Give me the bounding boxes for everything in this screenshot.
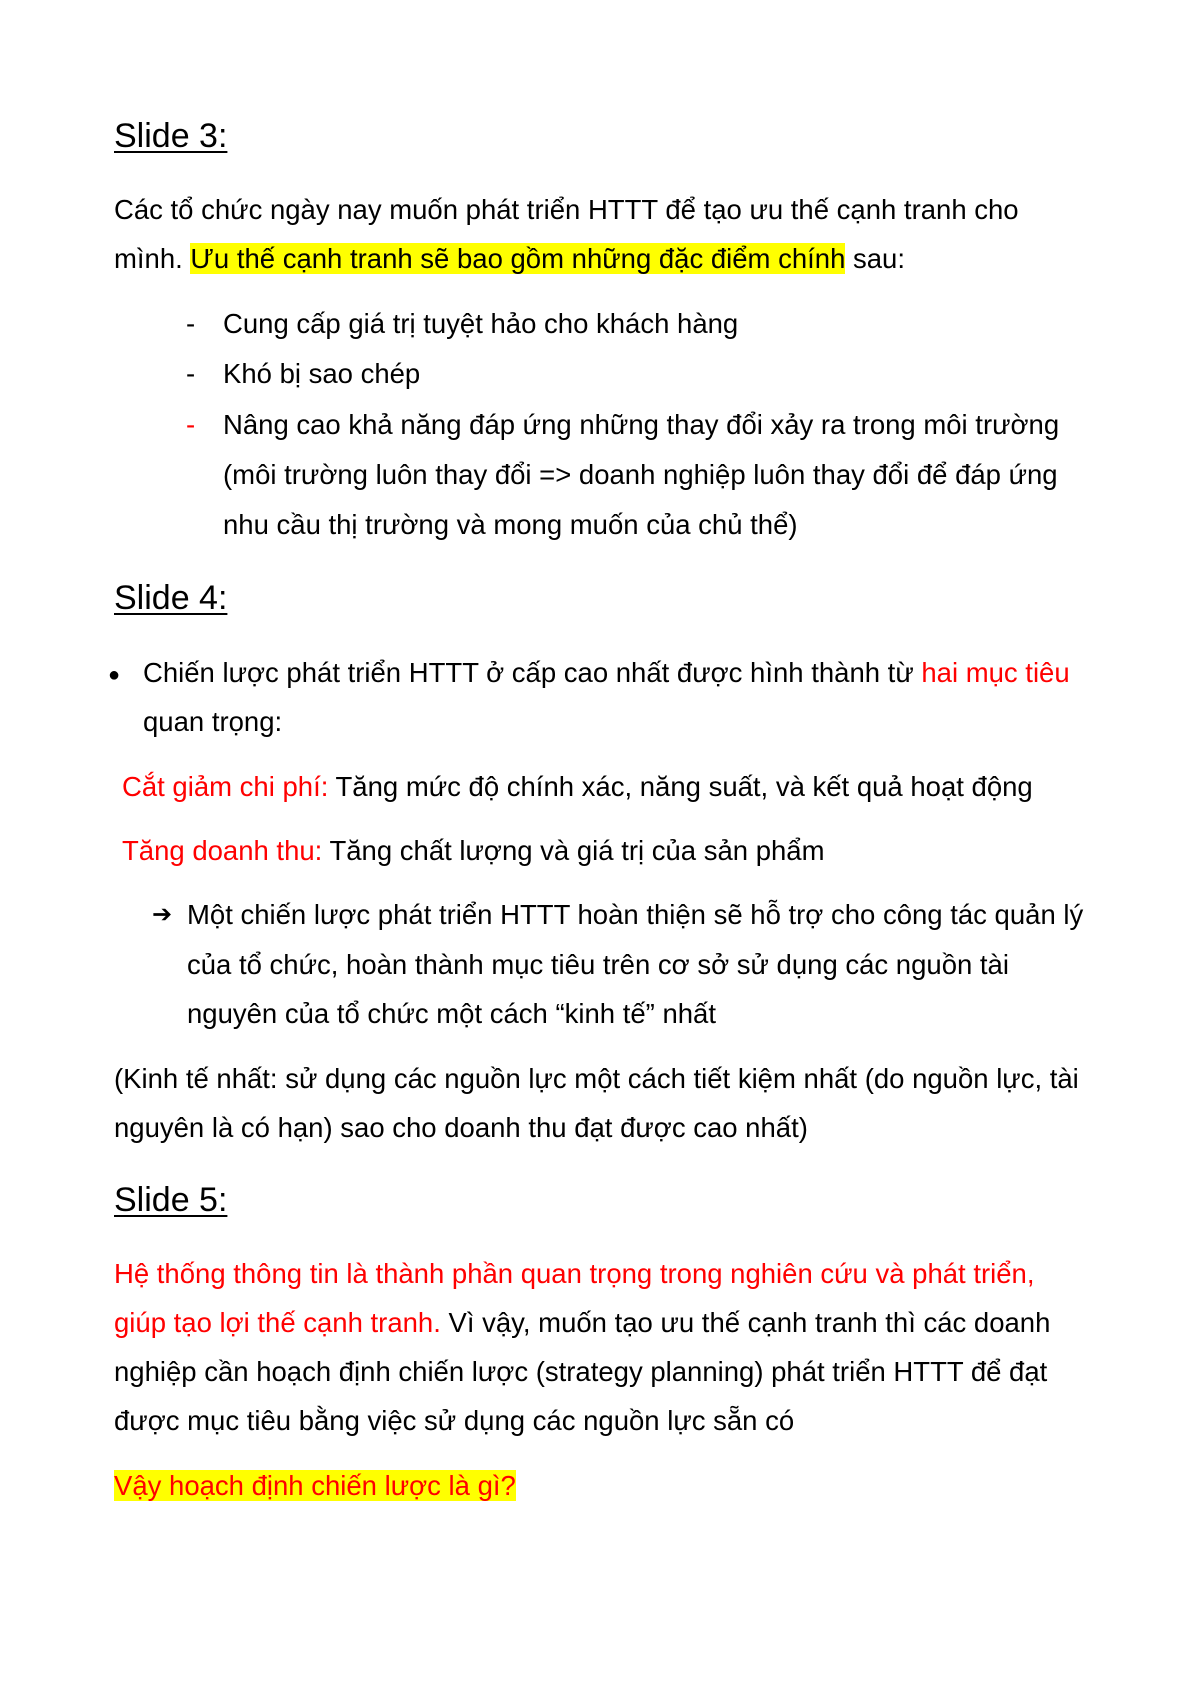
arrow-right-icon: ➔	[152, 901, 173, 928]
conclusion-line-2: của tổ chức, hoàn thành mục tiêu trên cơ sở sử dụng các nguồn tài	[187, 949, 1009, 980]
goal-text: Tăng chất lượng và giá trị của sản phẩm	[322, 835, 825, 866]
dash-marker-red: -	[186, 409, 196, 440]
bullet-line-1	[143, 656, 1070, 690]
red-emphasis: hai mục tiêu	[921, 657, 1070, 688]
goal-cost-reduction	[122, 770, 1033, 804]
goal-label: Tăng doanh thu:	[122, 835, 323, 866]
slide-5-line-4: được mục tiêu bằng việc sử dụng các nguồn lực sẵn có	[114, 1405, 795, 1436]
slide-3-paragraph-line-1: Các tổ chức ngày nay muốn phát triển HTTT để tạo ưu thế cạnh tranh cho	[114, 194, 1019, 225]
conclusion-line-3: nguyên của tổ chức một cách “kinh tế” nhất	[187, 998, 716, 1029]
list-item-continuation: (môi trường luôn thay đổi => doanh nghiệp luôn thay đổi để đáp ứng	[223, 459, 1058, 490]
dash-marker: -	[186, 308, 196, 339]
paragraph-text: mình.	[114, 243, 191, 274]
slide-5-question	[114, 1469, 516, 1503]
slide-3-heading: Slide 3:	[114, 117, 228, 155]
red-emphasis: giúp tạo lợi thế cạnh tranh.	[114, 1307, 441, 1338]
slide-4-heading: Slide 4:	[114, 579, 228, 617]
slide-5-line-1: Hệ thống thông tin là thành phần quan trọng trong nghiên cứu và phát triển,	[114, 1258, 1035, 1289]
list-item: Nâng cao khả năng đáp ứng những thay đổi xảy ra trong môi trường	[223, 409, 1060, 440]
dash-marker: -	[186, 358, 196, 389]
goal-text: Tăng mức độ chính xác, năng suất, và kết quả hoạt động	[328, 771, 1033, 802]
goal-revenue-increase	[122, 834, 825, 868]
slide-3-paragraph-line-2	[114, 242, 905, 276]
highlighted-text: Ưu thế cạnh tranh sẽ bao gồm những đặc điểm chính	[190, 243, 846, 274]
note-line-1: (Kinh tế nhất: sử dụng các nguồn lực một cách tiết kiệm nhất (do nguồn lực, tài	[114, 1063, 1079, 1094]
bullet-text: Chiến lược phát triển HTTT ở cấp cao nhất được hình thành từ	[143, 657, 922, 688]
list-item-continuation: nhu cầu thị trường và mong muốn của chủ thể)	[223, 509, 798, 540]
bullet-line-2: quan trọng:	[143, 706, 283, 737]
highlighted-question: Vậy hoạch định chiến lược là gì?	[114, 1470, 516, 1501]
list-item: Khó bị sao chép	[223, 358, 421, 389]
note-line-2: nguyên là có hạn) sao cho doanh thu đạt được cao nhất)	[114, 1112, 808, 1143]
paragraph-text: sau:	[845, 243, 905, 274]
conclusion-line-1: Một chiến lược phát triển HTTT hoàn thiện sẽ hỗ trợ cho công tác quản lý	[187, 899, 1084, 930]
bullet-dot-icon: ●	[108, 664, 121, 686]
slide-5-line-3: nghiệp cần hoạch định chiến lược (strategy planning) phát triển HTTT để đạt	[114, 1356, 1048, 1387]
goal-label: Cắt giảm chi phí:	[122, 771, 329, 802]
list-item: Cung cấp giá trị tuyệt hảo cho khách hàng	[223, 308, 739, 339]
slide-5-line-2	[114, 1306, 1050, 1340]
slide-5-heading: Slide 5:	[114, 1181, 228, 1219]
paragraph-text: Vì vậy, muốn tạo ưu thế cạnh tranh thì các doanh	[440, 1307, 1051, 1338]
